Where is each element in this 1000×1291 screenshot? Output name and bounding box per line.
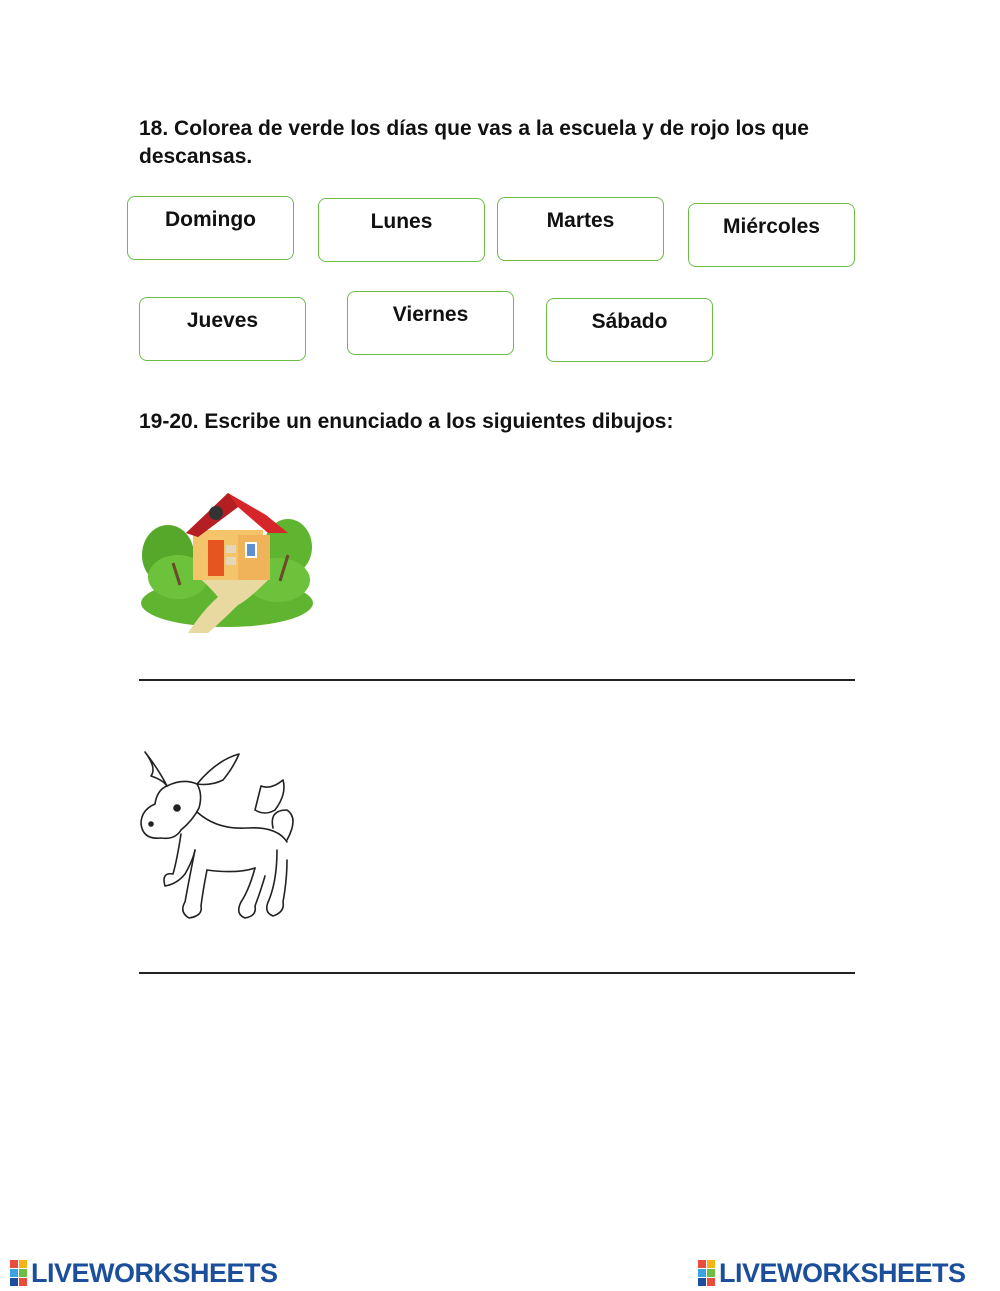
day-box-martes[interactable]: Martes: [497, 197, 664, 261]
footer-logo-left: [10, 1258, 278, 1288]
day-box-viernes[interactable]: Viernes: [347, 291, 514, 355]
day-box-lunes[interactable]: Lunes: [318, 198, 485, 262]
footer-logo-right: [698, 1258, 966, 1288]
house-illustration: [138, 485, 316, 633]
day-box-sabado[interactable]: Sábado: [546, 298, 713, 362]
day-box-domingo[interactable]: Domingo: [127, 196, 294, 260]
day-box-jueves[interactable]: Jueves: [139, 297, 306, 361]
question-19-20-instructions: 19-20. Escribe un enunciado a los siguientes dibujos:: [139, 410, 674, 433]
liveworksheets-logo-icon: [698, 1260, 715, 1286]
donkey-outline: [137, 750, 299, 922]
day-box-miercoles[interactable]: Miércoles: [688, 203, 855, 267]
answer-line-donkey[interactable]: [139, 972, 855, 974]
footer-brand-right: LIVEWORKSHEETS: [719, 1257, 966, 1288]
question-18-instructions: 18. Colorea de verde los días que vas a la escuela y de rojo los que descansas.: [139, 117, 809, 168]
footer-brand-left: LIVEWORKSHEETS: [31, 1257, 278, 1288]
liveworksheets-logo-icon: [10, 1260, 27, 1286]
answer-line-house[interactable]: [139, 679, 855, 681]
